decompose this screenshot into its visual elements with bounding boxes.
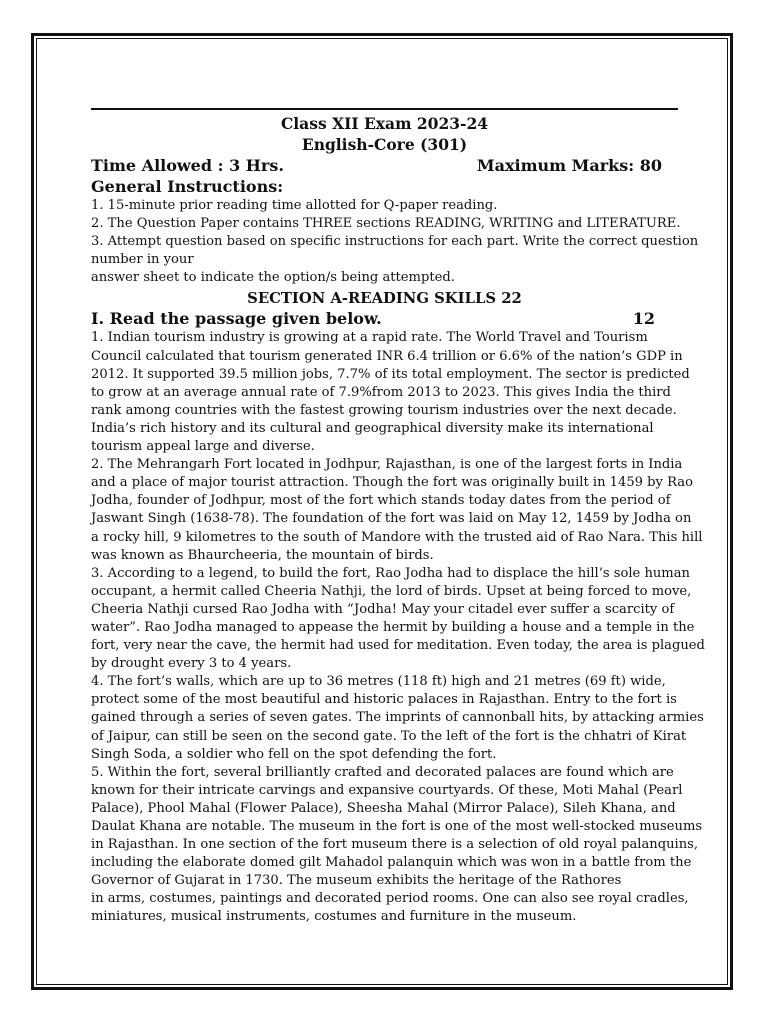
subject-title: English-Core (301) [301, 135, 468, 154]
section-title: SECTION A-READING SKILLS 22 [247, 290, 522, 308]
instruction-line: number in your [91, 252, 194, 268]
maximum-marks: Maximum Marks: 80 [476, 156, 662, 175]
passage-line: rank among countries with the fastest growing tourism industries over the next decade. [91, 402, 677, 418]
instruction-line: 1. 15-minute prior reading time allotted for Q-paper reading. [91, 198, 498, 213]
passage-line: protect some of the most beautiful and historic palaces in Rajasthan. Entry to the fort is [91, 692, 677, 708]
passage-line: including the elaborate domed gilt Mahadol palanquin which was won in a battle from the [91, 855, 692, 871]
passage-line: gained through a series of seven gates. The imprints of cannonball hits, by attacking armies [91, 710, 704, 726]
passage-line: and a place of major tourist attraction. Though the fort was originally built in 1459 by Rao [91, 475, 693, 491]
passage-line: known for their intricate carvings and expansive courtyards. Of these, Moti Mahal (Pearl [91, 782, 683, 798]
passage-line: Singh Soda, a soldier who fell on the spot defending the fort. [91, 746, 497, 762]
passage-line: occupant, a hermit called Cheeria Nathji, the lord of birds. Upset at being forced to move, [91, 583, 692, 599]
instruction-line: 3. Attempt question based on specific instructions for each part. Write the correct question [91, 234, 699, 250]
question-row [91, 309, 678, 329]
instructions-list [91, 197, 699, 287]
passage-line: fort, very near the cave, the hermit had used for meditation. Even today, the area is plagued [91, 638, 705, 654]
header-rule [91, 108, 678, 110]
passage-line: 1. Indian tourism industry is growing at a rapid rate. The World Travel and Tourism [91, 330, 648, 346]
passage-line: Cheeria Nathji cursed Rao Jodha with “Jodha! May your citadel ever suffer a scarcity of [91, 601, 675, 617]
time-marks-row [91, 155, 678, 176]
passage-line: 2. The Mehrangarh Fort located in Jodhpur, Rajasthan, is one of the largest forts in India [91, 457, 683, 473]
exam-paper [91, 113, 705, 927]
passage-line: to grow at an average annual rate of 7.9%from 2013 to 2023. This gives India the third [91, 384, 671, 400]
passage-line: Governor of Gujarat in 1730. The museum exhibits the heritage of the Rathores [91, 873, 622, 889]
passage-line: 4. The fort’s walls, which are up to 36 metres (118 ft) high and 21 metres (69 ft) wide, [91, 674, 666, 690]
passage-line: India’s rich history and its cultural and geographical diversity make its international [91, 420, 654, 436]
passage-line: tourism appeal large and diverse. [91, 439, 315, 455]
passage-line: by drought every 3 to 4 years. [91, 656, 292, 672]
passage-line: Jodha, founder of Jodhpur, most of the fort which stands today dates from the period of [91, 493, 671, 509]
instruction-line: 2. The Question Paper contains THREE sections READING, WRITING and LITERATURE. [91, 216, 681, 232]
question-marks: 12 [632, 309, 655, 329]
passage-line: of Jaipur, can still be seen on the second gate. To the left of the fort is the chhatri of Kirat [91, 728, 687, 744]
passage-line: Palace), Phool Mahal (Flower Palace), Sheesha Mahal (Mirror Palace), Sileh Khana, and [91, 800, 676, 816]
passage-line: Jaswant Singh (1638-78). The foundation of the fort was laid on May 12, 1459 by Jodha on [91, 511, 692, 527]
time-allowed: Time Allowed : 3 Hrs. [91, 156, 284, 175]
passage-line: in Rajasthan. In one section of the fort museum there is a selection of old royal palanquins, [91, 837, 699, 853]
exam-title: Class XII Exam 2023-24 [280, 114, 489, 133]
passage-line: water”. Rao Jodha managed to appease the hermit by building a house and a temple in the [91, 619, 695, 635]
passage [91, 329, 705, 926]
passage-line: 5. Within the fort, several brilliantly crafted and decorated palaces are found which are [91, 764, 674, 780]
passage-line: Daulat Khana are notable. The museum in the fort is one of the most well-stocked museums [91, 819, 703, 834]
passage-line: in arms, costumes, paintings and decorated period rooms. One can also see royal cradles, [91, 891, 689, 907]
passage-line: miniatures, musical instruments, costumes and furniture in the museum. [91, 909, 577, 925]
question-text: I. Read the passage given below. [91, 309, 382, 329]
passage-line: Council calculated that tourism generated INR 6.4 trillion or 6.6% of the nation’s GDP in [91, 348, 683, 364]
passage-line: was known as Bhaurcheeria, the mountain of birds. [91, 547, 434, 563]
passage-line: a rocky hill, 9 kilometres to the south of Mandore with the trusted aid of Rao Nara. This hill [91, 529, 703, 545]
passage-line: 3. According to a legend, to build the fort, Rao Jodha had to displace the hill’s sole human [91, 565, 690, 581]
instructions-heading: General Instructions: [91, 177, 284, 196]
instruction-line: answer sheet to indicate the option/s being attempted. [91, 270, 455, 286]
passage-line: 2012. It supported 39.5 million jobs, 7.7% of its total employment. The sector is predicted [91, 366, 690, 382]
